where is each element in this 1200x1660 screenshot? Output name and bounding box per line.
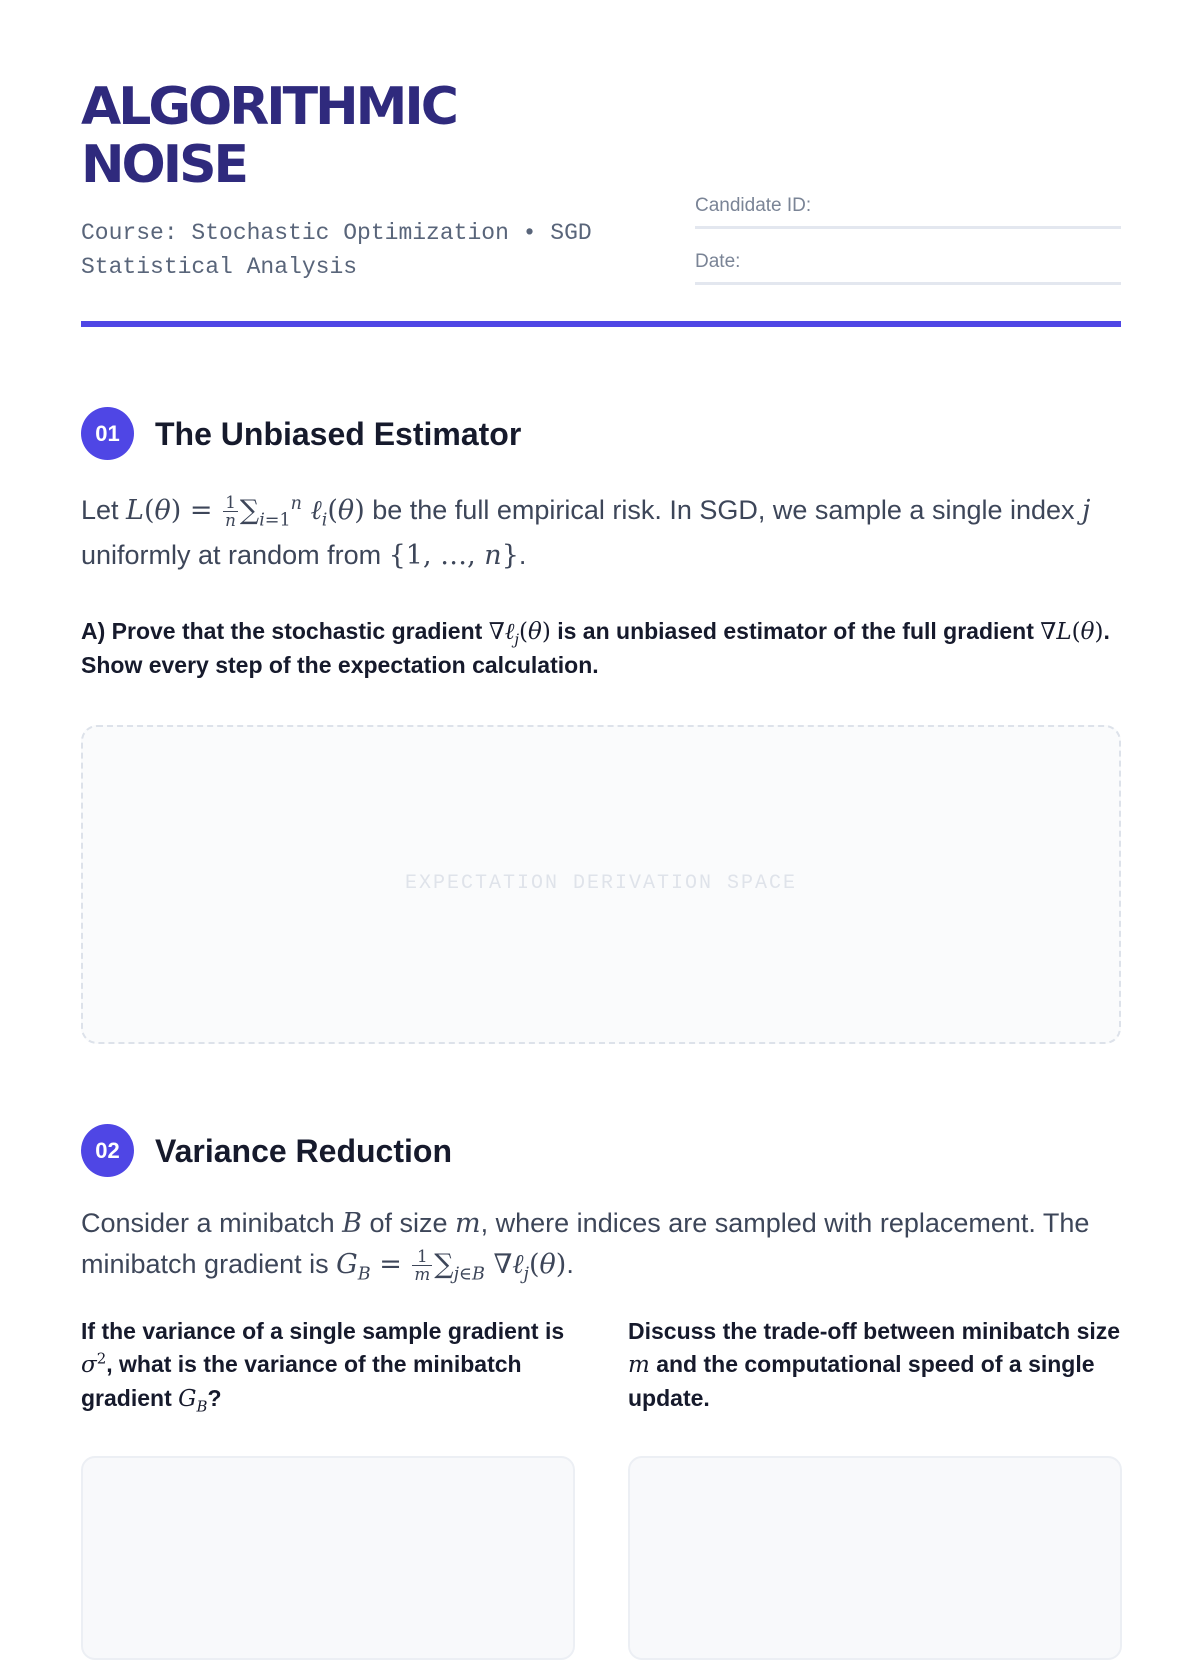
intro-text: Consider a minibatch	[81, 1208, 343, 1238]
header-divider	[81, 321, 1121, 327]
question-2-left: If the variance of a single sample gradient is $\sigma^2$, what is the variance of the minibatch gradient $G_B$?	[81, 1318, 565, 1416]
section-1-intro: Let L(θ) = $\frac{1}{n}$ $\sum_{i=1}^n$ ℓ$_i$(θ) be the full empirical risk. In SGD, we sample a single index j uniformly at random from {1, …, n}.	[81, 491, 1091, 571]
title-line-1: ALGORITHMIC	[81, 77, 456, 137]
header	[81, 78, 1121, 328]
answer-area-2-left[interactable]	[81, 1456, 575, 1660]
course-subtitle: Course: Stochastic Optimization • SGD Statistical Analysis	[81, 220, 592, 280]
question-text: . Show every step of the expectation calculation.	[81, 618, 1110, 678]
question-text: ?	[207, 1385, 222, 1411]
question-text: If the variance of a single sample gradient is	[81, 1318, 565, 1344]
intro-text: be the full empirical risk. In SGD, we sample a single index	[364, 495, 1083, 525]
math-minibatch-gradient: G	[178, 1386, 197, 1412]
math-variance: σ	[81, 1352, 97, 1378]
title-line-2: NOISE	[81, 135, 247, 195]
math-batch-size: m	[455, 1208, 481, 1239]
intro-text: of size	[361, 1208, 456, 1238]
question-text: is an unbiased estimator of the full gradient	[550, 618, 1041, 644]
question-2-right	[628, 1315, 1121, 1415]
intro-text: .	[518, 540, 527, 570]
date-field[interactable]	[695, 240, 1121, 285]
question-text: A) Prove that the stochastic gradient	[81, 618, 489, 644]
intro-text: Let	[81, 495, 127, 525]
section-2-intro: Consider a minibatch B of size m, where indices are sampled with replacement. The minibatch gradient is $G_B$ = $\frac{1}{m}$ $\sum_{j\in B}$ ∇ℓ$_j$(θ).	[81, 1208, 1090, 1285]
answer-area-2-right[interactable]	[628, 1456, 1122, 1660]
section-number-badge: 01	[81, 407, 134, 460]
question-1a: A) Prove that the stochastic gradient ∇ℓ$_j$(θ) is an unbiased estimator of the full gradient ∇L(θ). Show every step of the expectation calculation.	[81, 618, 1110, 678]
math-index-set: {1, …, n}	[388, 540, 519, 571]
intro-text: uniformly at random from	[81, 540, 389, 570]
intro-text: .	[566, 1249, 574, 1279]
answer-area-1a[interactable]	[81, 725, 1121, 1044]
intro-text: , where indices are sampled with replacement. The minibatch gradient is	[81, 1208, 1090, 1279]
answer-placeholder: EXPECTATION DERIVATION SPACE	[404, 872, 798, 895]
question-text: Discuss the trade-off between minibatch size	[628, 1318, 1121, 1344]
math-batch-size: m	[628, 1352, 650, 1378]
math-stochastic-gradient: ∇	[488, 619, 505, 645]
candidate-id-label: Candidate ID:	[695, 195, 812, 216]
candidate-id-field[interactable]	[695, 184, 1121, 229]
question-text: , what is the variance of the minibatch gradient	[81, 1351, 522, 1411]
section-number-badge: 02	[81, 1124, 134, 1177]
question-text: and the computational speed of a single update.	[628, 1351, 1095, 1411]
math-risk-definition: L	[126, 495, 144, 526]
page-title	[81, 78, 456, 194]
math-minibatch: B	[342, 1208, 362, 1239]
math-index: j	[1082, 495, 1091, 526]
section-title: The Unbiased Estimator	[155, 416, 522, 452]
date-label: Date:	[695, 251, 741, 272]
math-full-gradient: ∇	[1040, 619, 1057, 645]
math-minibatch-gradient: G	[336, 1249, 358, 1280]
section-title: Variance Reduction	[155, 1133, 452, 1169]
